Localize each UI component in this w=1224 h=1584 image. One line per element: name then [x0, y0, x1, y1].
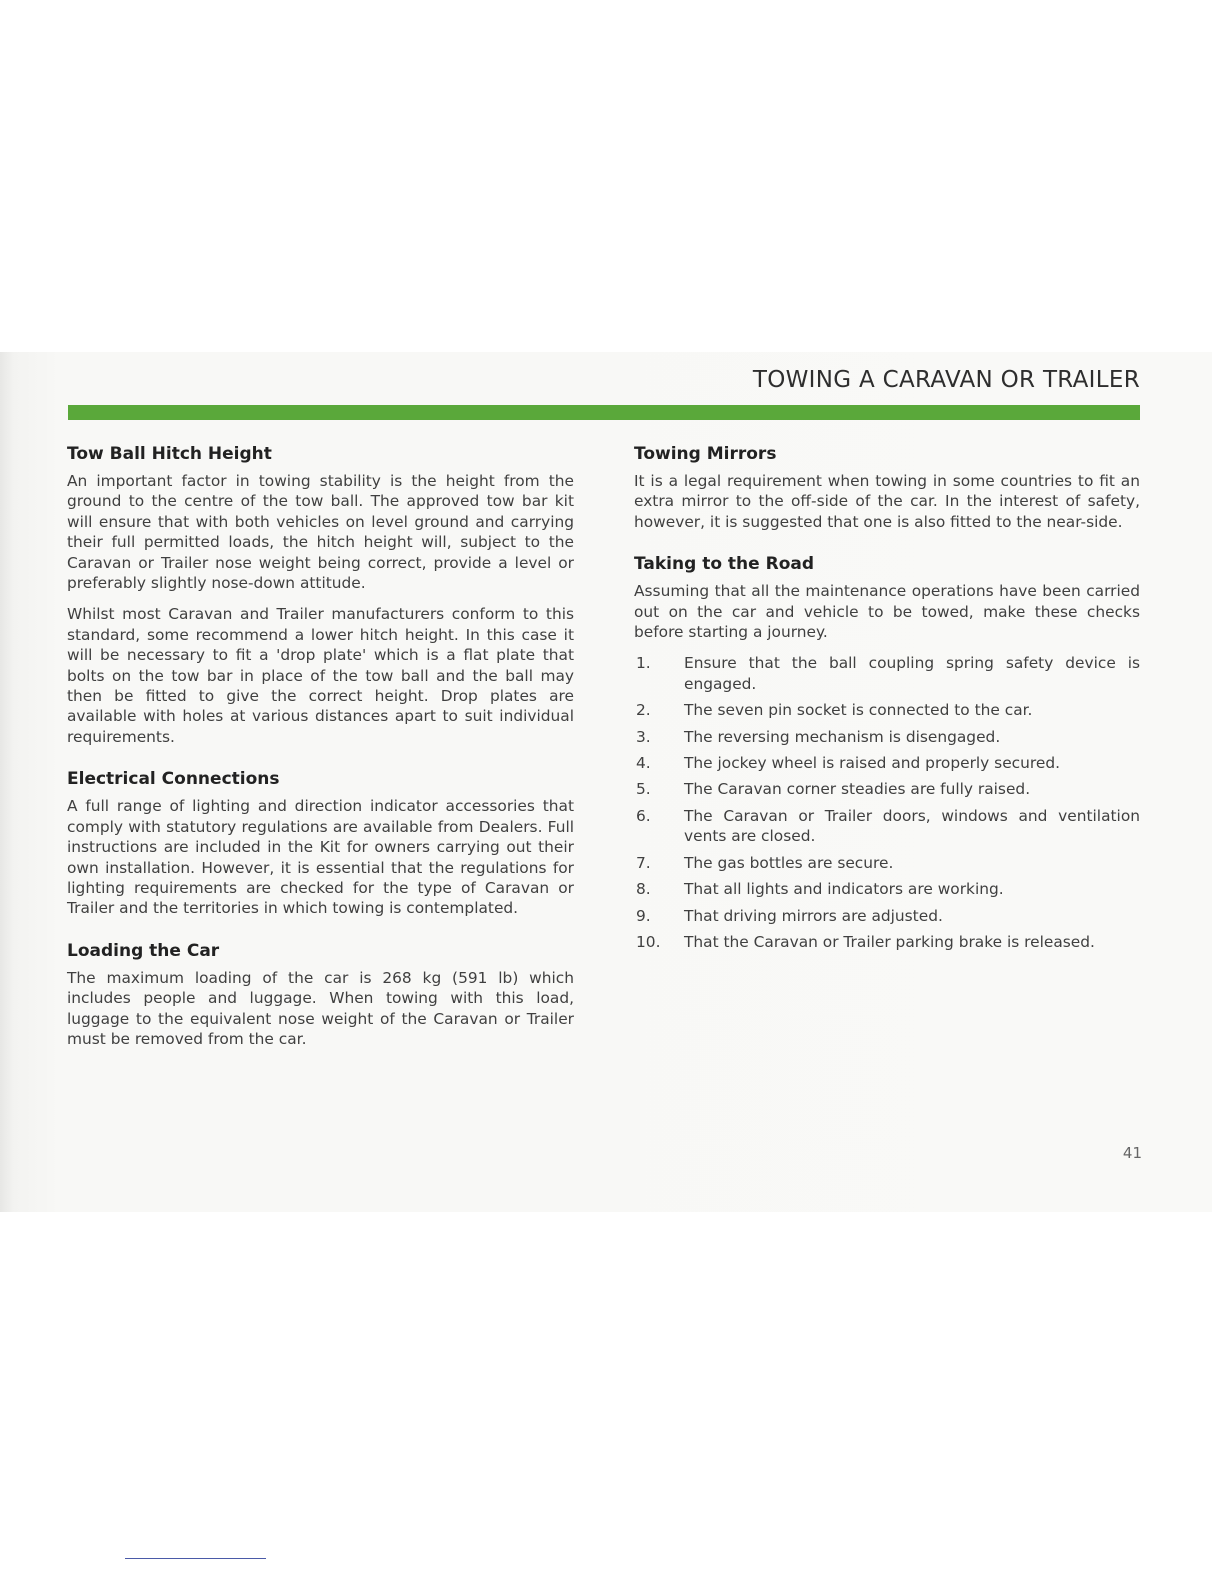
list-item [634, 932, 1140, 952]
list-text: That the Caravan or Trailer parking brake is released. [684, 932, 1095, 951]
page-number: 41 [1122, 1144, 1142, 1162]
list-text: The reversing mechanism is disengaged. [684, 727, 1001, 746]
left-column [67, 444, 574, 1071]
list-number: 3. [636, 727, 651, 746]
list-number: 2. [636, 701, 651, 720]
list-text: The seven pin socket is connected to the car. [684, 701, 1033, 720]
section-heading: Electrical Connections [67, 769, 280, 790]
list-text: The jockey wheel is raised and properly secured. [684, 754, 1061, 773]
list-item [634, 879, 1140, 899]
list-item [634, 653, 1140, 694]
list-number: 8. [636, 880, 651, 899]
checklist [634, 653, 1140, 952]
section-heading: Loading the Car [67, 940, 220, 961]
section-loading-the-car [67, 941, 574, 1050]
list-text: The gas bottles are secure. [684, 853, 894, 872]
paragraph: It is a legal requirement when towing in some countries to fit an extra mirror to the off-side of the car. In the interest of safety, however, it is suggested that one is also fitted to the near-side. [634, 472, 1140, 531]
paragraph: The maximum loading of the car is 268 kg (591 lb) which includes people and luggage. When towing with this load, luggage to the equivalent nose weight of the Caravan or Trailer must be removed from the car. [67, 968, 574, 1048]
list-text: Ensure that the ball coupling spring safety device is engaged. [684, 654, 1140, 693]
section-heading: Taking to the Road [634, 554, 815, 575]
list-item [634, 906, 1140, 926]
paragraph: A full range of lighting and direction indicator accessories that comply with statutory regulations are available from Dealers. Full instructions are included in the Kit for owners carrying out their own installation. However, it is essential that the regulations for lighting requirements are checked for the type of Caravan or Trailer and the territories in which towing is contemplated. [67, 797, 574, 918]
list-item [634, 779, 1140, 799]
list-number: 6. [636, 806, 651, 825]
manual-page [0, 352, 1212, 1212]
section-tow-ball-hitch-height [67, 444, 574, 747]
section-heading: Tow Ball Hitch Height [67, 444, 272, 464]
divider [125, 1558, 266, 1559]
list-number: 7. [636, 853, 651, 872]
list-text: The Caravan or Trailer doors, windows and ventilation vents are closed. [684, 806, 1140, 846]
list-item [634, 727, 1140, 747]
list-number: 4. [636, 754, 651, 773]
list-number: 10. [636, 932, 661, 951]
list-text: The Caravan corner steadies are fully raised. [684, 780, 1031, 799]
list-text: That all lights and indicators are working. [684, 880, 1004, 899]
section-taking-to-the-road [634, 554, 1140, 952]
list-item [634, 853, 1140, 873]
page-title: TOWING A CARAVAN OR TRAILER [752, 367, 1140, 393]
header-accent-bar [68, 405, 1140, 420]
paragraph: An important factor in towing stability is the height from the ground to the centre of the tow ball. The approved tow bar kit will ensure that with both vehicles on level ground and carrying their full permitted loads, the hitch height will, subject to the Caravan or Trailer nose weight being correct, provide a level or preferably slightly nose-down attitude. [67, 472, 574, 593]
list-number: 1. [636, 654, 651, 673]
section-electrical-connections [67, 769, 574, 918]
list-number: 5. [636, 780, 651, 799]
list-text: That driving mirrors are adjusted. [684, 906, 943, 925]
section-towing-mirrors [634, 444, 1140, 532]
right-column [634, 444, 1140, 974]
list-item [634, 806, 1140, 847]
paragraph: Whilst most Caravan and Trailer manufacturers conform to this standard, some recommend a lower hitch height. In this case it will be necessary to fit a 'drop plate' which is a flat plate that bolts on the tow bar in place of the tow ball and the ball may then be fitted to give the correct height. Drop plates are available with holes at various distances apart to suit individual requirements. [67, 605, 574, 746]
list-item [634, 700, 1140, 720]
list-number: 9. [636, 906, 651, 925]
list-item [634, 753, 1140, 773]
section-heading: Towing Mirrors [634, 444, 777, 464]
paragraph: Assuming that all the maintenance operations have been carried out on the car and vehicle to be towed, make these checks before starting a journey. [634, 582, 1140, 642]
